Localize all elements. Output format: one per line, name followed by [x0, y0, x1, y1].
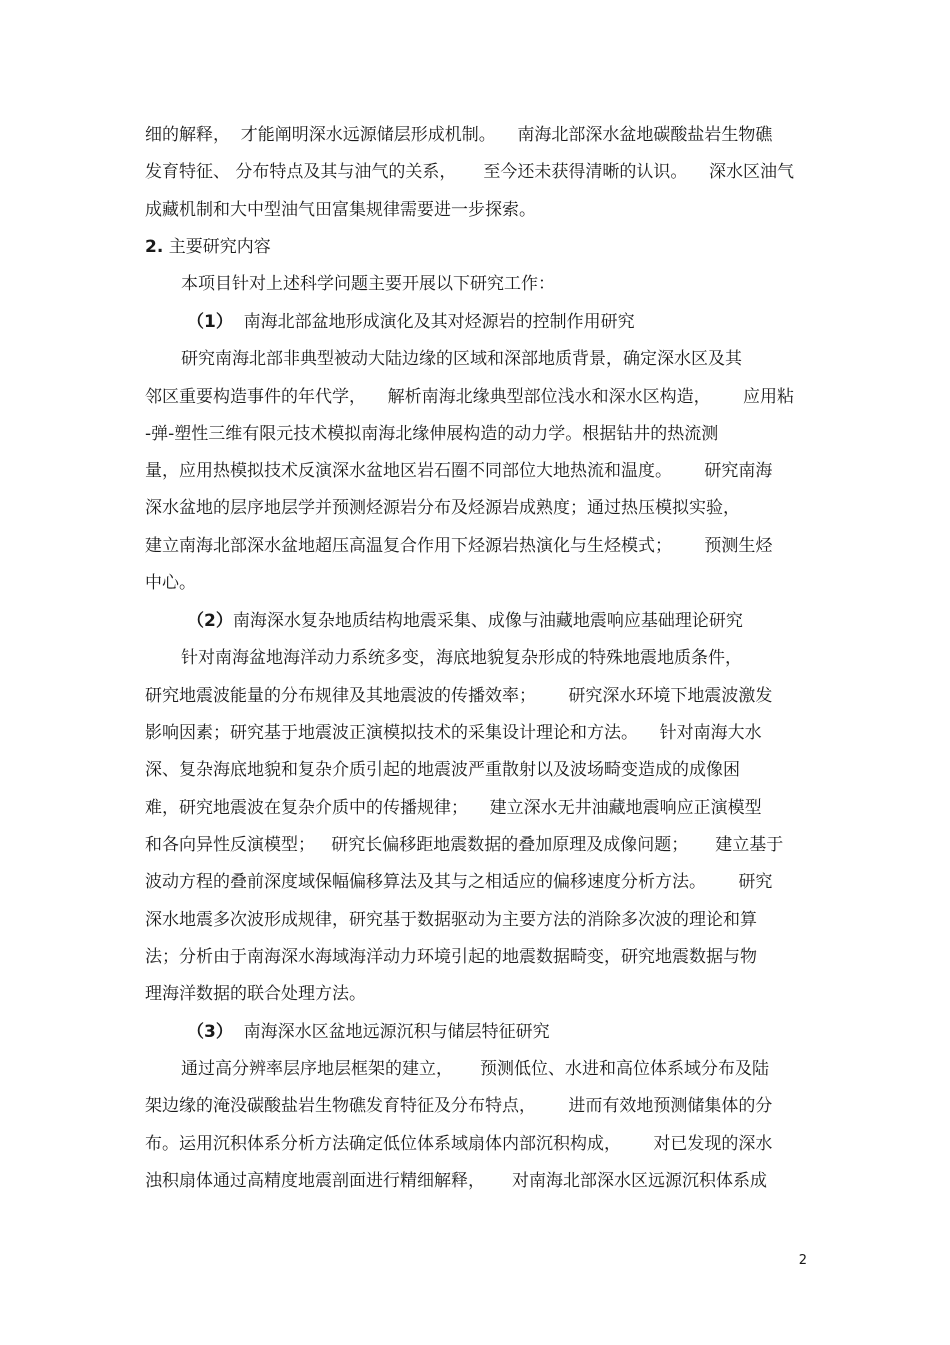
paragraph-line: 中心。: [145, 573, 196, 593]
item-heading-1: [187, 311, 635, 333]
paragraph-line: 研究地震波能量的分布规律及其地震波的传播效率； 研究深水环境下地震波激发: [145, 686, 773, 706]
paragraph-line: 细的解释， 才能阐明深水远源储层形成机制。 南海北部深水盆地碳酸盐岩生物礁: [145, 125, 773, 145]
paragraph-line: 通过高分辨率层序地层框架的建立， 预测低位、水进和高位体系域分布及陆: [181, 1059, 770, 1079]
item-number: （3）: [187, 1022, 233, 1042]
section-heading: [145, 236, 271, 258]
paragraph-line: 影响因素；研究基于地震波正演模拟技术的采集设计理论和方法。 针对南海大水: [145, 723, 762, 743]
item-title: 南海北部盆地形成演化及其对烃源岩的控制作用研究: [243, 312, 635, 332]
item-title: 南海深水复杂地质结构地震采集、成像与油藏地震响应基础理论研究: [232, 611, 743, 631]
item-number: （1）: [187, 312, 233, 332]
item-heading-2: [187, 610, 743, 632]
paragraph-line: 难，研究地震波在复杂介质中的传播规律； 建立深水无井油藏地震响应正演模型: [145, 798, 762, 818]
page-number: 2: [798, 1253, 807, 1268]
item-title: 南海深水区盆地远源沉积与储层特征研究: [243, 1022, 550, 1042]
paragraph-line: 发育特征、 分布特点及其与油气的关系， 至今还未获得清晰的认识。 深水区油气: [145, 162, 795, 182]
paragraph-line: 布。运用沉积体系分析方法确定低位体系域扇体内部沉积构成， 对已发现的深水: [145, 1134, 773, 1154]
paragraph-line: 针对南海盆地海洋动力系统多变，海底地貌复杂形成的特殊地震地质条件，: [181, 648, 742, 668]
paragraph-line: 深、复杂海底地貌和复杂介质引起的地震波严重散射以及波场畸变造成的成像困: [145, 760, 740, 780]
paragraph-line: 波动方程的叠前深度域保幅偏移算法及其与之相适应的偏移速度分析方法。 研究: [145, 872, 773, 892]
paragraph-line: -弹-塑性三维有限元技术模拟南海北缘伸展构造的动力学。根据钻井的热流测: [145, 424, 719, 444]
section-title: 主要研究内容: [168, 237, 271, 257]
section-number: 2.: [145, 237, 164, 257]
paragraph-line: 成藏机制和大中型油气田富集规律需要进一步探索。: [145, 200, 536, 220]
item-heading-3: [187, 1021, 550, 1043]
paragraph-line: 理海洋数据的联合处理方法。: [145, 984, 366, 1004]
intro-line: 本项目针对上述科学问题主要开展以下研究工作：: [181, 274, 555, 294]
paragraph-line: 研究南海北部非典型被动大陆边缘的区域和深部地质背景，确定深水区及其: [181, 349, 742, 369]
paragraph-line: 浊积扇体通过高精度地震剖面进行精细解释， 对南海北部深水区远源沉积体系成: [145, 1171, 768, 1191]
item-number: （2）: [187, 611, 233, 631]
paragraph-line: 量，应用热模拟技术反演深水盆地区岩石圈不同部位大地热流和温度。 研究南海: [145, 461, 773, 481]
paragraph-line: 深水地震多次波形成规律，研究基于数据驱动为主要方法的消除多次波的理论和算: [145, 910, 757, 930]
paragraph-line: 和各向异性反演模型； 研究长偏移距地震数据的叠加原理及成像问题； 建立基于: [145, 835, 784, 855]
paragraph-line: 架边缘的淹没碳酸盐岩生物礁发育特征及分布特点， 进而有效地预测储集体的分: [145, 1096, 773, 1116]
paragraph-line: 法；分析由于南海深水海域海洋动力环境引起的地震数据畸变，研究地震数据与物: [145, 947, 757, 967]
paragraph-line: 邻区重要构造事件的年代学， 解析南海北缘典型部位浅水和深水区构造， 应用粘: [145, 387, 795, 407]
paragraph-line: 建立南海北部深水盆地超压高温复合作用下烃源岩热演化与生烃模式； 预测生烃: [145, 536, 773, 556]
paragraph-line: 深水盆地的层序地层学并预测烃源岩分布及烃源岩成熟度；通过热压模拟实验，: [145, 498, 740, 518]
